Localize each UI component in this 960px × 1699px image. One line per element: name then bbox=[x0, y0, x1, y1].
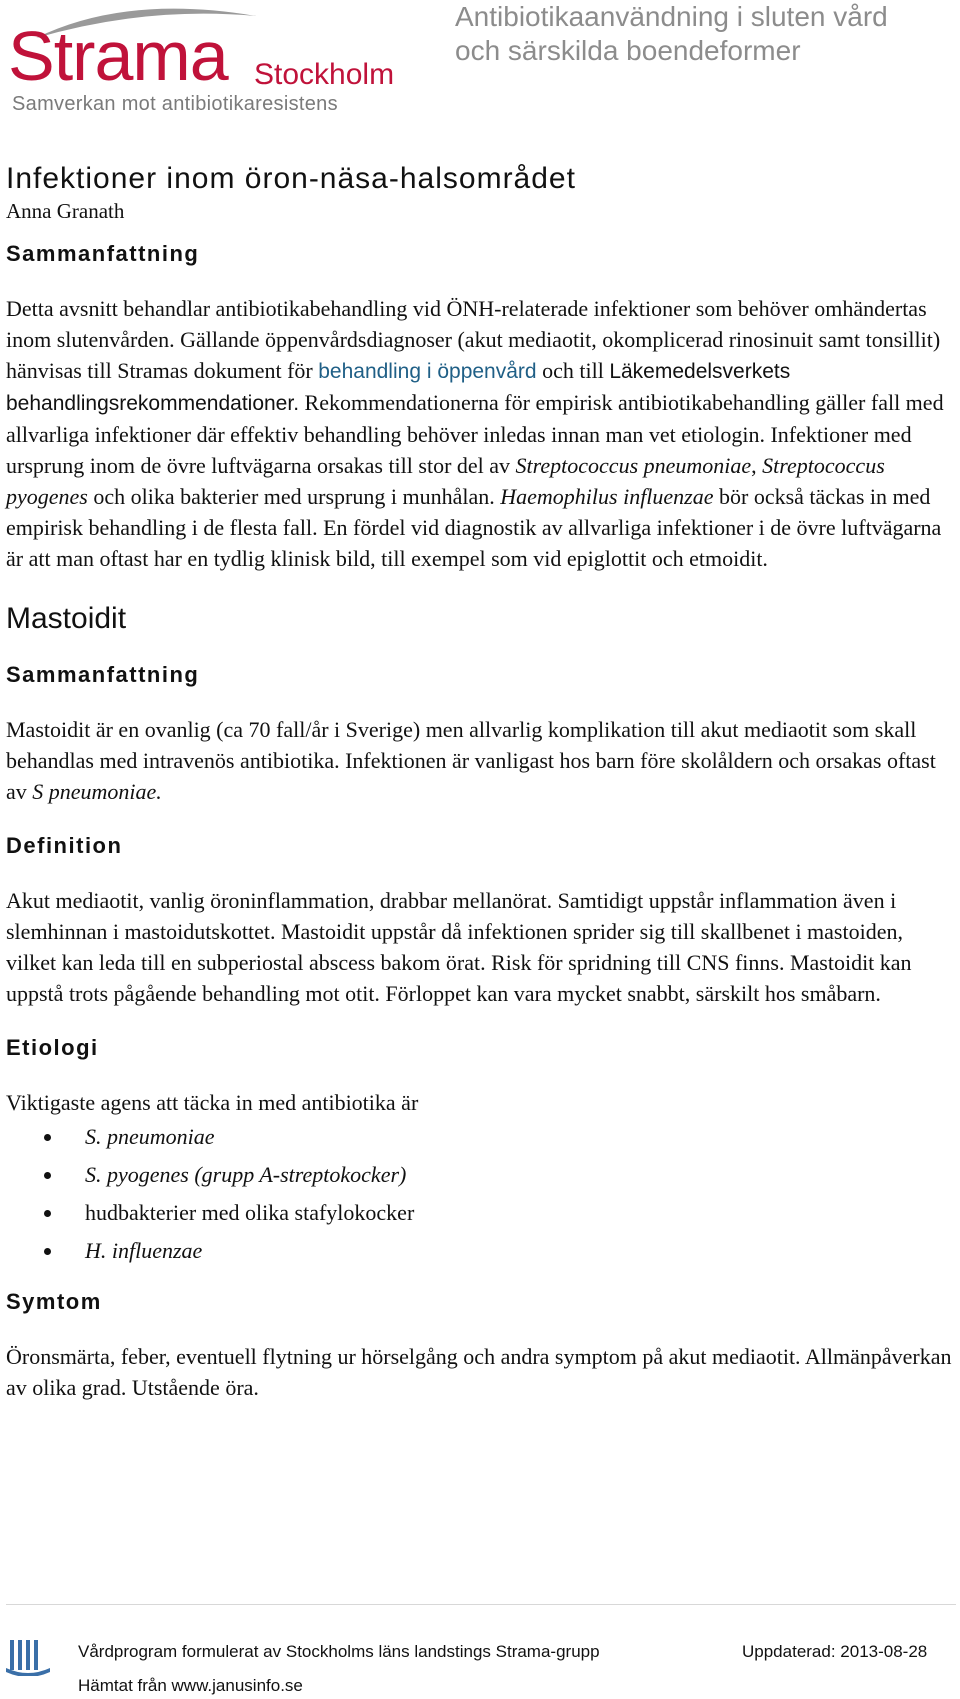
footer-program: Vårdprogram formulerat av Stockholms läns landstings Strama-grupp bbox=[78, 1642, 600, 1661]
summary-paragraph: Detta avsnitt behandlar antibiotikabehandling vid ÖNH-relaterade infektioner som behöver omhändertas inom slutenvården. Gällande öppenvårdsdiagnoser (akut mediaotit, okomplicerad rinosinuit samt tonsillit) hänvisas till Stramas dokument för behandling i öppenvård och till Läkemedelsverkets behandlingsrekommendationer. Rekommendationerna för empirisk antibiotikabehandling gäller fall med allvarliga infektioner där effektiv behandling behöver inledas innan man vet etiologin. Infektioner med ursprung inom de övre luftvägarna orsakas till stor del av Streptococcus pneumoniae, Streptococcus pyogenes och olika bakterier med ursprung i munhålan. Haemophilus influenzae bör också täckas in med empirisk behandling i de flesta fall. En fördel vid diagnostik av allvarliga infektioner i de övre luftvägarna är att man oftast har en tydlig klinisk bild, till exempel som vid epiglottit och etmoidit. bbox=[6, 296, 944, 571]
symtom-heading: Symtom bbox=[6, 1289, 102, 1314]
page-title: Infektioner inom öron-näsa-halsområdet bbox=[6, 162, 576, 195]
mastoidit-summary-heading: Sammanfattning bbox=[6, 662, 200, 687]
footer-updated: Uppdaterad: 2013-08-28 bbox=[742, 1642, 928, 1661]
symtom-paragraph: Öronsmärta, feber, eventuell flytning ur hörselgång och andra symptom på akut mediaotit. Allmänpåverkan av olika grad. Utstående öra. bbox=[6, 1344, 952, 1400]
bullet-icon bbox=[44, 1210, 51, 1217]
logo-tagline: Samverkan mot antibiotikaresistens bbox=[12, 93, 338, 115]
logo-brand-text: Strama bbox=[8, 17, 228, 95]
document-type-line-2: och särskilda boendeformer bbox=[455, 35, 801, 66]
bullet-icon bbox=[44, 1172, 51, 1179]
mastoidit-heading: Mastoidit bbox=[6, 602, 127, 635]
outpatient-treatment-link[interactable]: behandling i öppenvård bbox=[318, 360, 537, 383]
list-item: hudbakterier med olika stafylokocker bbox=[6, 1194, 956, 1232]
strama-logo bbox=[6, 0, 396, 122]
footer-source-link[interactable]: Hämtat från www.janusinfo.se bbox=[78, 1676, 303, 1695]
janusinfo-logo-icon bbox=[6, 1638, 50, 1681]
logo-city-text: Stockholm bbox=[254, 58, 395, 91]
bullet-icon bbox=[44, 1248, 51, 1255]
document-type-line-1: Antibiotikaanvändning i sluten vård bbox=[455, 1, 888, 32]
footer-divider bbox=[6, 1604, 956, 1605]
summary-heading: Sammanfattning bbox=[6, 241, 200, 266]
definition-heading: Definition bbox=[6, 833, 123, 858]
list-item: H. influenzae bbox=[6, 1232, 956, 1270]
document-type bbox=[455, 0, 888, 68]
list-item: S. pneumoniae bbox=[6, 1118, 956, 1156]
etiologi-heading: Etiologi bbox=[6, 1035, 99, 1060]
etiologi-list bbox=[6, 1118, 956, 1270]
etiologi-intro: Viktigaste agens att täcka in med antibiotika är bbox=[6, 1090, 419, 1115]
mastoidit-summary-paragraph: Mastoidit är en ovanlig (ca 70 fall/år i Sverige) men allvarlig komplikation till akut mediaotit som skall behandlas med intravenös antibiotika. Infektionen är vanligast hos barn före skolåldern och orsakas oftast av S pneumoniae. bbox=[6, 717, 936, 804]
definition-paragraph: Akut mediaotit, vanlig öroninflammation, drabbar mellanörat. Samtidigt uppstår inflammation även i slemhinnan i mastoidutskottet. Mastoidit uppstår då infektionen sprider sig till skallbenet i mastoiden, vilket kan leda till en subperiostal abscess bakom örat. Risk för spridning till CNS finns. Mastoidit kan uppstå trots pågående behandling mot otit. Förloppet kan vara mycket snabbt, särskilt hos småbarn. bbox=[6, 888, 912, 1006]
author-name: Anna Granath bbox=[6, 199, 125, 223]
bullet-icon bbox=[44, 1134, 51, 1141]
page-header bbox=[0, 0, 960, 125]
list-item: S. pyogenes (grupp A-streptokocker) bbox=[6, 1156, 956, 1194]
document-body bbox=[6, 160, 956, 1403]
